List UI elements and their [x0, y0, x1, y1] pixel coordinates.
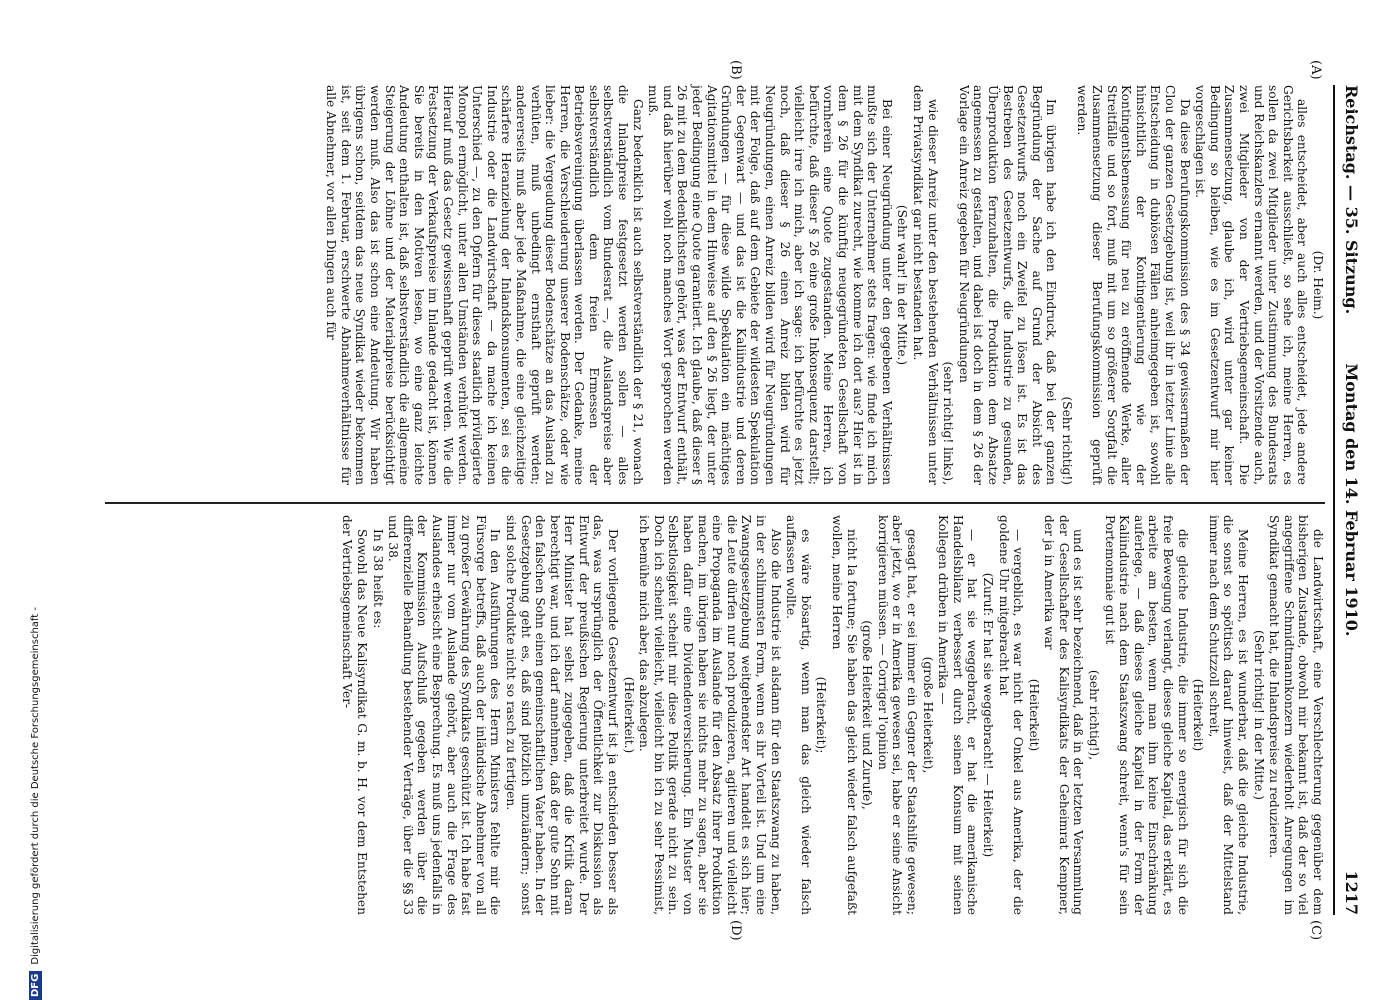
interjection: (Heiterkeit.): [621, 676, 636, 754]
interjection: (große Heiterkeit),: [920, 656, 935, 774]
paragraph: In § 38 heißt es:: [370, 529, 385, 629]
interjection: (Zuruf: Er hat sie weggebracht! — Heiterkeit): [980, 572, 995, 858]
right-column: [339, 515, 1325, 915]
dfg-logo: DFG: [29, 971, 42, 1000]
paragraph: — vergeblich, es war nicht der Onkel aus Amerika, der die goldene Uhr mitgebracht hat: [996, 515, 1026, 915]
paragraph: die gleiche Industrie, die immer so energisch für sich die freie Bewegung verlangt, dieses gleiche Kapital, das erklärt, es arbeite am besten, wenn man ihm keine Einschränkung auferlege, — daß dieses gleiche Kapital in der Form der Kaliindustrie nach dem Staatszwang schreit, wenn's für sein Portemonnaie gut ist: [1102, 515, 1190, 915]
marker-c: (C): [1308, 920, 1323, 941]
header-date: Montag den 14. Februar 1910.: [1342, 363, 1361, 637]
paragraph: und es ist sehr bezeichnend, daß in der letzten Versammlung der Gesellschafter des Kalisyndikats der Geheimrat Kempner, der ja in Amerika war: [1042, 515, 1086, 915]
paragraph: die Landwirtschaft, eine Verschlechterung gegenüber dem bisherigen Zustande, obwohl mir bekannt ist, daß der so viel angegriffene Schmidtmannkonzern wiederholt Anregungen im Syndikat gemacht hat, die Inlandspreise zu reduzieren.: [1267, 515, 1325, 915]
paragraph: Im übrigen habe ich den Eindruck, daß bei der ganzen Begründung der Sache auf Grund der Absicht des Gesetzentwurfs noch ein Zweifel zu lösen ist. Es ist das Bestreben des Gesetzentwurfs, die Industrie zu gesunden, Überproduktion fernzuhalten, die Produktion dem Absatze angemessen zu gestalten, und dabei ist doch in dem § 26 der Vorlage ein Anreiz gegeben für Neugründungen: [956, 85, 1059, 485]
paragraph: Bei einer Neugründung unter den gegebenen Verhältnissen mußte sich der Unternehmer stets fragen: wie finde ich mich mit dem Syndikat zurecht, wie komme ich dort aus? Hier ist in dem § 26 für die künftig neugegründeten Gesellschaft von vornherein eine Quote zugestanden. Meine Herren, ich befürchte, daß dieser § 26 eine große Inkonsequenz darstellt; vielleicht irre ich mich, aber ich sage: ich befürchte es jetzt noch, daß dieser § 26 einen Anreiz bilden wird für Neugründungen, einen Anreiz bilden wird für Neugründungen mit der Folge, daß auf dem Gebiete der wildesten Spekulation der Gegenwart — und das ist die Kaliindustrie und deren Gründungen — für diese wilde Spekulation ein mächtiges Agitationsmittel in dem Hinweise auf den § 26 liegt, der unter jeder Bedingung eine Quote garantiert. Ich glaube, daß dieser § 26 mit zu dem Bedenklichsten gehört, was der Entwurf enthält, und daß hierüber wohl noch manches Wort gesprochen werden muß.: [646, 85, 894, 485]
paragraph: Der vorliegende Gesetzentwurf ist ja entschieden besser als das, was ursprünglich der Öffentlichkeit zur Diskussion als Entwurf der preußischen Regierung unterbreitet wurde. Der Herr Minister hat selbst zugegeben, daß die Kritik daran berechtigt war, und ich darf annehmen, daß der gute Sohn mit den falschen Sohn einen gemeinschaftlichen Vater haben. In der Gesetzgebung geht es, daß sind plötzlich umzuändern; sonst sind solche Produkte nicht so rasch zu fertigen.: [503, 515, 621, 915]
paragraph: alles entscheidet, aber auch alles entscheidet, jede andere Gerichtsbarkeit ausschließt, so sehe ich, meine Herren, es sollen da zwei Mitglieder unter Zustimmung des Bundesrats und Reichskanzlers ernannt werden, und der Vorsitzende auch, zwei Mitglieder von der Vertriebsgemeinschaft. Die Zusammensetzung, glaube ich, wird unter gar keiner Bedingung so bleiben, wie es im Gesetzentwurf mir hier vorgeschlagen ist.: [1193, 85, 1310, 485]
marker-b: (B): [728, 60, 743, 80]
speaker-label: (Dr. Heim.): [1311, 250, 1325, 320]
interjection: (Sehr wahr! in der Mitte.): [895, 204, 910, 366]
paragraph: Sowohl das Neue Kalisyndikat G. m. b. H. vor dem Entstehen der Vertriebsgemeinschaft Ver-: [340, 515, 369, 915]
interjection: (Heiterkeit): [1191, 678, 1206, 752]
paragraph: wie dieser Anreiz unter den bestehenden Verhältnissen unter dem Privatsyndikat gar nicht bestanden hat.: [910, 85, 940, 485]
marker-d: (D): [728, 920, 743, 941]
paragraph: es wäre bösartig, wenn man das gleich wieder falsch auffassen wollte.: [784, 515, 813, 915]
marker-a: (A): [1308, 60, 1323, 80]
paragraph: gesagt hat, er sei immer ein Gegner der Staatshilfe gewesen; aber jetzt, wo er in Amerika gewesen sei, habe er seine Ansicht korrigieren müssen. — Corriger l'opinion: [875, 515, 919, 915]
paragraph: Meine Herren, es ist wunderbar, daß die gleiche Industrie, die sonst so spöttisch darauf hinweist, daß der Mittelstand immer nach dem Schutzzoll schreit,: [1206, 515, 1251, 915]
interjection: (Heiterkeit): [1026, 678, 1041, 752]
interjection: (Heiterkeit);: [814, 676, 829, 754]
page-header: [1333, 85, 1365, 915]
column-divider: [105, 502, 1325, 504]
paragraph: In den Ausführungen des Herrn Ministers fehlte mir die Fürsorge betreffs, daß auch der inländische Abnehmer von all zu großer Gewährung des Syndikats geschützt ist. Ich habe fast immer nur vom Auslande gehört, aber auch die Frage des Auslandes erheischt eine Besprechung. Es muß uns jedenfalls in der Kommission Aufschluß gegeben werden über die differenzielle Behandlung bestehender Verträge, über die §§ 33 und 38.: [386, 515, 503, 915]
dfg-credit: [0, 0, 41, 1000]
paragraph: — er hat sie weggebracht, er hat die amerikanische Handelsbilanz verbessert durch seinen Konsum mit seinen Kollegen drüben in Amerika —: [936, 515, 980, 915]
interjection: (sehr richtig!),: [1087, 669, 1102, 761]
credit-text: Digitalisierung gefördert durch die Deutsche Forschungsgemeinschaft -: [30, 607, 41, 965]
paragraph: nicht la fortune; Sie haben das gleich wieder falsch aufgefaßt wollen, meine Herren: [830, 515, 859, 915]
page-number: 1217: [1342, 870, 1361, 915]
paragraph: Da diese Berufungskommission des § 34 gewissermaßen der Clou der ganzen Gesetzgebung ist, weil ihr in letzter Linie alle Entscheidung in dubiösen Fällen anheimgegeben ist, sowohl hinsichtlich der Kontingentierung wie der Kontingentsbemessung für neu zu eröffnende Werke, aller Streitfälle und so fort, muß mit um so größerer Sorgfalt die Zusammensetzung dieser Berufungskommission geprüft werden.: [1075, 85, 1192, 485]
paragraph: Also die Industrie ist alsdann für den Staatszwang zu haben, in der schlimmsten Form, wenn es ihr Vorteil ist. Und um eine Zwangsgesetzgebung weitgehendster Art handelt es sich hier; die Leute dürfen nur noch produzieren, agitieren und vielleicht eine Propaganda im Auslande für den Absatz ihrer Produktion machen, im übrigen haben sie nichts mehr zu sagen, aber sie haben dafür eine Dividendenversicherung. Ein Muster von Selbstlosigkeit scheint mir diese Politik gerade nicht zu sein. Doch ich scheint vielleicht, vielleicht bin ich zu sehr Pessimist, ich bemühe mich aber, das abzulegen.: [637, 515, 783, 915]
header-left: Reichstag. — 35. Sitzung.: [1342, 85, 1361, 315]
interjection: (große Heiterkeit und Zurufe),: [860, 620, 875, 810]
interjection: (Sehr richtig!): [1059, 396, 1074, 485]
paragraph: Ganz bedenklich ist auch selbstverständlich der § 21, wonach die Inlandpreise festgesetzt werden sollen — alles selbstverständlich vom Bundesrat —, die Auslandspreise aber selbstverständlich dem freien Ermessen der Betriebsvereinigung überlassen werden. Der Gedanke, meine Herren, die Verschleuderung unserer Bodenschätze, oder wie lieber: die Vergeudung dieser Bodenschätze an das Ausland zu verhüten, muß unbedingt ernsthaft geprüft werden; andererseits muß aber jede Maßnahme, die eine gleichzeitige schärfere Heranziehung der Inlandskonsumenten, sei es die Industrie oder die Landwirtschaft — da mache ich keinen Unterschied —, zu den Opfern für dieses staatlich privilegierte Monopol ermöglicht, unter allen Umständen verhütet werden. Hierauf muß das Gesetz gewissenhaft geprüft werden. Wie die Festsetzung der Verkaufspreise im Inlande gedacht ist, können Sie bereits in den Motiven lesen, wo eine ganz leichte Andeutung enthalten ist, daß selbstverständlich die allgemeine Steigerung der Löhne und der Materialpreise berücksichtigt werden muß. Also das ist schon eine Andeutung. Wir haben übrigens schon, seitdem das neue Syndikat wieder bekommen ist, seit dem 1. Februar, erschwerte Abnahmeverhältnisse für alle Abnehmer, vor allen Dingen auch für: [324, 85, 645, 485]
interjection: (Sehr richtig! in der Mitte.): [1251, 630, 1266, 800]
interjection: (sehr richtig! links),: [941, 361, 956, 485]
left-column: [323, 85, 1325, 485]
